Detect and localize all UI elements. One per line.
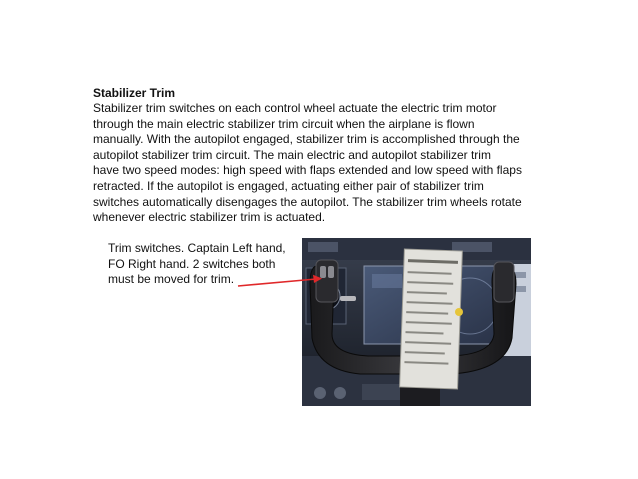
body-line: whenever electric stabilizer trim is actuated. <box>93 210 326 225</box>
caption-line: must be moved for trim. <box>108 272 235 286</box>
body-line: manually. With the autopilot engaged, stabilizer trim is accomplished through the <box>93 132 520 147</box>
caption-line: Trim switches. Captain Left hand, <box>108 241 286 255</box>
body-paragraph <box>93 101 543 226</box>
body-line: autopilot stabilizer trim circuit. The main electric and autopilot stabilizer trim <box>93 147 491 162</box>
body-line: Stabilizer trim switches on each control wheel actuate the electric trim motor <box>93 101 497 115</box>
cockpit-control-wheel-photo <box>302 238 531 406</box>
body-line: retracted. If the autopilot is engaged, actuating either pair of stabilizer trim <box>93 178 484 193</box>
caption-line: FO Right hand. 2 switches both <box>108 256 276 271</box>
control-wheel-illustration <box>302 238 531 406</box>
body-line: through the main electric stabilizer trim circuit when the airplane is flown <box>93 116 475 131</box>
photo-caption <box>108 241 286 288</box>
body-line: have two speed modes: high speed with flaps extended and low speed with flaps <box>93 163 522 178</box>
section-title: Stabilizer Trim <box>93 86 176 100</box>
body-line: switches automatically disengages the autopilot. The stabilizer trim wheels rotate <box>93 194 522 209</box>
